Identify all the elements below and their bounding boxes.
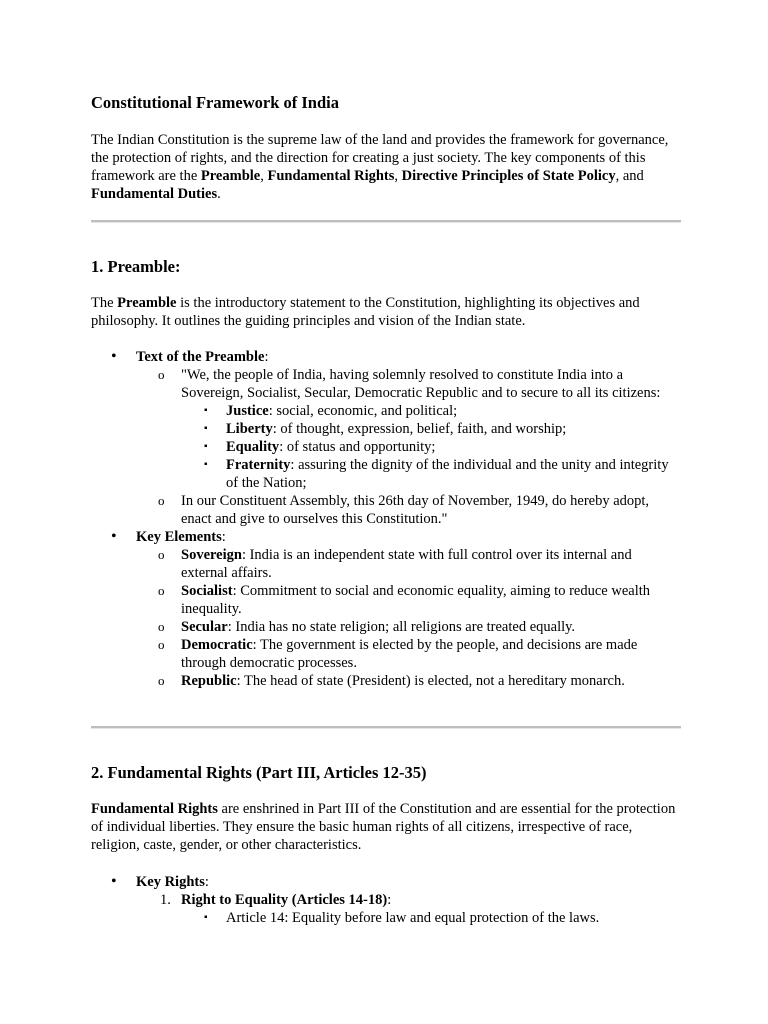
page-title: Constitutional Framework of India bbox=[91, 93, 339, 112]
list-item: ▪ Liberty: of thought, expression, belief, faith, and worship; bbox=[204, 421, 567, 437]
quote-start: "We, the people of India, having solemnly resolved to constitute India into a Sovereign, Socialist, Secular, Democratic Republic and to secure to all its citizens: bbox=[181, 367, 661, 401]
rights-paragraph: Fundamental Rights are enshrined in Part III of the Constitution and are essential for the protection of individual liberties. They ensure the basic human rights of all citizens, irrespective of race, religion, caste, gender, or other characteristics. bbox=[91, 801, 676, 853]
list-item: o Democratic: The government is elected by the people, and decisions are made through democratic processes. bbox=[158, 637, 638, 671]
quote-end: In our Constituent Assembly, this 26th day of November, 1949, do hereby adopt, enact and give to ourselves this Constitution." bbox=[181, 493, 650, 527]
list-item: • Key Rights: 1. Right to Equality (Articles 14-18): ▪ Article 14: Equality before law and equal protection of the laws. bbox=[91, 873, 681, 927]
square-marker: ▪ bbox=[204, 441, 208, 452]
list-item: ▪ Justice: social, economic, and political; bbox=[204, 403, 458, 419]
bullet-marker: • bbox=[111, 528, 117, 545]
rights-heading: 2. Fundamental Rights (Part III, Articles 12-35) bbox=[91, 763, 427, 782]
circle-marker: o bbox=[158, 673, 165, 688]
circle-marker: o bbox=[158, 637, 165, 652]
key-elements-list bbox=[136, 546, 681, 690]
list-item bbox=[91, 366, 681, 492]
bullet-marker: • bbox=[111, 873, 117, 890]
square-marker: ▪ bbox=[204, 423, 208, 434]
list-item: o Socialist: Commitment to social and economic equality, aiming to reduce wealth inequality. bbox=[158, 583, 650, 617]
divider-1 bbox=[91, 220, 681, 223]
key-rights-list bbox=[136, 891, 681, 927]
list-item: o Sovereign: India is an independent state with full control over its internal and external affairs. bbox=[158, 547, 632, 581]
preamble-text-sublist bbox=[136, 366, 681, 528]
preamble-heading: 1. Preamble: bbox=[91, 257, 181, 276]
list-item: o Republic: The head of state (President) is elected, not a hereditary monarch. bbox=[158, 673, 625, 689]
preamble-list bbox=[91, 348, 681, 690]
circle-marker: o bbox=[158, 493, 165, 508]
ideals-list bbox=[181, 402, 681, 492]
list-item: o Secular: India has no state religion; all religions are treated equally. bbox=[158, 619, 576, 635]
equality-sublist bbox=[181, 909, 681, 927]
list-item: ▪ Article 14: Equality before law and equal protection of the laws. bbox=[204, 910, 600, 926]
divider-2 bbox=[91, 726, 681, 729]
list-item: • Text of the Preamble: o "We, the people of India, having solemnly resolved to constitute India into a Sovereign, Socialist, Secular, Democratic Republic and to secure to all its citizens: ▪ Justice: social, economic, and political; ▪ Liberty: of thought, expression, belief, faith, and worship; ▪ Equality: of status and opportunity; ▪ Fraternity: assuring the dignity of the individual and the unity and integrity of the Nation; o In our Constituent Assembly, this 26th day of November, 1949, do hereby adopt, enact and give to ourselves this Constitution." bbox=[91, 348, 681, 528]
circle-marker: o bbox=[158, 583, 165, 598]
bullet-marker: • bbox=[111, 348, 117, 365]
circle-marker: o bbox=[158, 547, 165, 562]
list-item: 1. Right to Equality (Articles 14-18): ▪ Article 14: Equality before law and equal protection of the laws. bbox=[91, 891, 681, 927]
list-item bbox=[91, 492, 681, 528]
circle-marker: o bbox=[158, 619, 165, 634]
rights-list bbox=[91, 873, 681, 927]
intro-paragraph: The Indian Constitution is the supreme law of the land and provides the framework for governance, the protection of rights, and the direction for creating a just society. The key components of this framework are the Preamble, Fundamental Rights, Directive Principles of State Policy, and Fundamental Duties. bbox=[91, 132, 669, 202]
circle-marker: o bbox=[158, 367, 165, 382]
preamble-paragraph: The Preamble is the introductory statement to the Constitution, highlighting its objectives and philosophy. It outlines the guiding principles and vision of the Indian state. bbox=[91, 295, 640, 329]
list-item: ▪ Equality: of status and opportunity; bbox=[204, 439, 436, 455]
square-marker: ▪ bbox=[204, 912, 208, 923]
list-item: ▪ Fraternity: assuring the dignity of the individual and the unity and integrity of the Nation; bbox=[204, 457, 669, 491]
list-item: • Key Elements: o Sovereign: India is an independent state with full control over its internal and external affairs. o Socialist: Commitment to social and economic equality, aiming to reduce wealth inequality. o Secular: India has no state religion; all religions are treated equally. o Democratic: The government is elected by the people, and decisions are made through democratic processes. o Republic: The head of state (President) is elected, not a hereditary monarch. bbox=[91, 528, 681, 690]
number-marker: 1. bbox=[160, 892, 171, 908]
square-marker: ▪ bbox=[204, 405, 208, 416]
square-marker: ▪ bbox=[204, 459, 208, 470]
